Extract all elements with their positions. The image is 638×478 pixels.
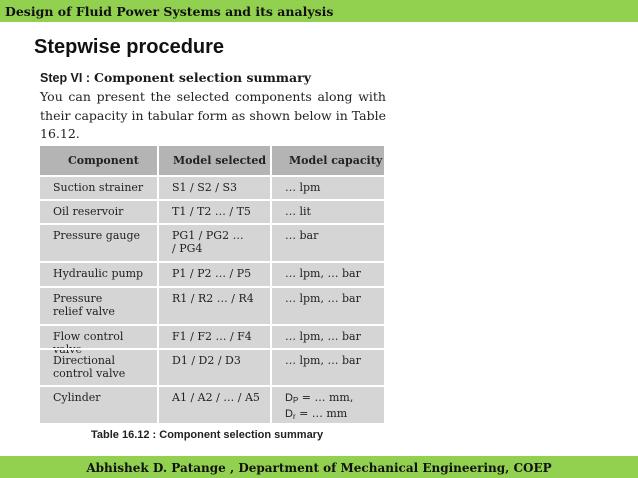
table-row [40,324,384,356]
step-title: Component selection summary [94,70,311,85]
cell-capacity: … lpm, … bar [270,350,384,385]
table-row [40,348,384,385]
symbol: D [285,408,293,420]
cell-model: A1 / A2 / … / A5 [157,387,268,425]
symbol: D [285,392,293,404]
component-selection-table [40,146,384,423]
table-header-row [40,146,384,175]
cell-component: Flow control valve [53,330,124,356]
table-row [40,223,384,261]
top-banner [0,0,638,22]
table-row [40,261,384,286]
capacity-line [285,391,384,407]
cell-capacity: … lpm, … bar [270,288,384,324]
cell-component: Oil reservoir [53,205,124,218]
cell-model: P1 / P2 … / P5 [157,263,268,286]
cell-component: Suction strainer [53,181,144,194]
cell-capacity: … bar [270,225,384,261]
course-title: Design of Fluid Power Systems and its analysis [5,4,334,19]
cell-model: F1 / F2 … / F4 [157,326,268,348]
header-component: Component [68,154,139,167]
cell-capacity: … lpm, … bar [270,263,384,286]
table-row [40,286,384,324]
table-caption: Table 16.12 : Component selection summary [91,429,324,441]
footer-credit: Abhishek D. Patange , Department of Mechanical Engineering, COEP [86,461,552,475]
slide-heading: Stepwise procedure [34,36,225,58]
header-model-selected: Model selected [157,146,268,175]
cell-capacity [270,387,384,425]
cell-component: Hydraulic pump [53,267,144,280]
cell-capacity: … lpm, … bar [270,326,384,348]
table-row [40,199,384,223]
cell-model: T1 / T2 … / T5 [157,201,268,223]
step-description: You can present the selected components along with their capacity in tabular form as shown below in Table 16.12. [40,89,386,141]
bottom-banner [0,456,638,478]
cell-component: Pressure relief valve [53,292,115,318]
cell-component: Pressure gauge [53,229,141,242]
header-model-capacity: Model capacity [270,146,384,175]
capacity-text: = … mm, [298,391,354,404]
subscript: r [292,412,296,421]
table-row [40,385,384,425]
table-row [40,175,384,199]
step-label: Step VI : [40,71,91,85]
capacity-line [285,407,384,423]
capacity-text: = … mm [295,407,348,420]
cell-model: PG1 / PG2 … / PG4 [157,225,268,261]
cell-capacity: … lit [270,201,384,223]
cell-capacity: … lpm [270,177,384,199]
cell-component: Cylinder [53,391,101,404]
step-line [40,70,311,85]
cell-model: R1 / R2 … / R4 [157,288,268,324]
subscript: P [292,396,299,405]
cell-component: Directional control valve [53,354,126,380]
cell-model: D1 / D2 / D3 [157,350,268,385]
cell-model: S1 / S2 / S3 [157,177,268,199]
